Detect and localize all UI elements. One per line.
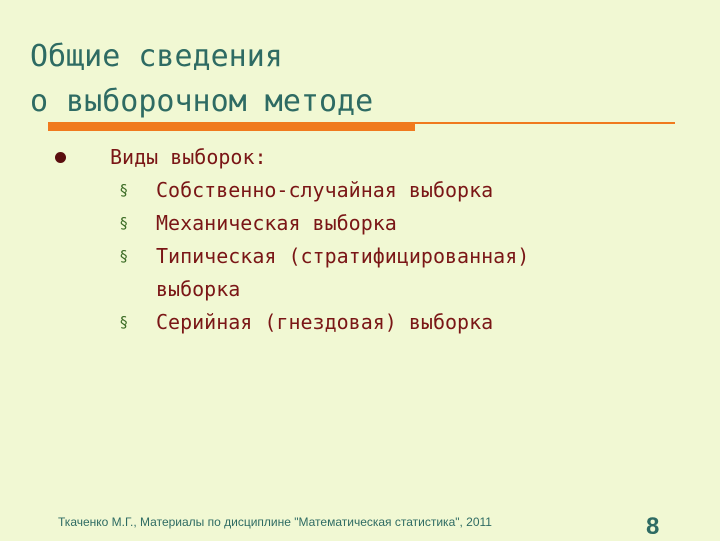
- main-bullet-text: Виды выборок:: [110, 145, 267, 169]
- section-sign-bullet-icon: §: [120, 214, 128, 232]
- slide-title-line-2: о выборочном методе: [30, 84, 374, 119]
- sub-bullet-text: Механическая выборка: [156, 211, 397, 235]
- section-sign-bullet-icon: §: [120, 181, 128, 199]
- round-bullet-icon: [55, 152, 66, 163]
- sub-bullet-list: [0, 174, 720, 339]
- main-bullet-item: [0, 140, 720, 174]
- page-number: 8: [646, 513, 660, 540]
- sub-bullet-text: Собственно-случайная выборка: [156, 178, 494, 202]
- sub-bullet-text-line-1: Типическая (стратифицированная): [156, 244, 530, 268]
- section-sign-bullet-icon: §: [120, 247, 128, 265]
- sub-bullet-text: Серийная (гнездовая) выборка: [156, 310, 494, 334]
- sub-bullet-item-2: [0, 207, 720, 240]
- sub-bullet-item-3: [0, 240, 720, 306]
- slide-footer: Ткаченко М.Г., Материалы по дисциплине "Математическая статистика", 2011: [58, 515, 492, 529]
- slide-title: [30, 34, 373, 124]
- sub-bullet-item-4: [0, 306, 720, 339]
- slide-title-line-1: Общие сведения: [30, 39, 283, 74]
- section-sign-bullet-icon: §: [120, 313, 128, 331]
- sub-bullet-text-line-2: выборка: [156, 277, 241, 301]
- title-underline-thick: [48, 123, 415, 131]
- slide-body: [0, 140, 720, 339]
- sub-bullet-item-1: [0, 174, 720, 207]
